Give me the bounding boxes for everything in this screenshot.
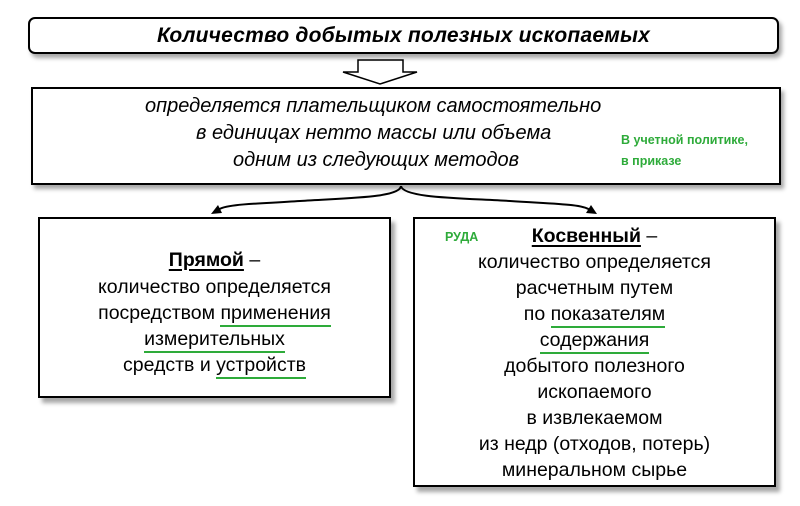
indirect-method-line-1: количество определяется [478, 251, 711, 273]
indirect-method-line-3-text: по [523, 303, 551, 325]
direct-method-line-2-underlined: применения [220, 302, 330, 327]
indirect-method-line-9: минеральном сырье [501, 459, 688, 481]
direct-method-dash: – [243, 249, 261, 271]
indirect-method-line-6: ископаемого [537, 381, 652, 403]
diagram-title: Количество добытых полезных ископаемых [157, 23, 650, 47]
branch-left-connector [218, 186, 401, 210]
definition-line-1: определяется плательщиком самостоятельно [145, 95, 602, 117]
indirect-method-line-7: в извлекаемом [526, 407, 663, 429]
indirect-method-heading [415, 224, 774, 248]
indirect-method-box [413, 217, 776, 487]
indirect-method-line-3 [415, 302, 774, 326]
indirect-method-note: РУДА [445, 230, 479, 244]
indirect-method-line-5: добытого полезного [504, 355, 685, 377]
direct-method-line-3 [40, 327, 389, 351]
definition-box [31, 87, 781, 185]
down-arrow-icon [343, 60, 417, 84]
direct-method-line-2 [40, 301, 389, 325]
direct-method-line-4-text: средств и [122, 354, 217, 376]
direct-method-title: Прямой [168, 249, 244, 271]
direct-method-line-1: количество определяется [98, 276, 331, 298]
direct-method-line-4-underlined: устройств [216, 354, 306, 379]
title-box [28, 17, 779, 54]
definition-line-2: в единицах нетто массы или объема [196, 122, 552, 144]
indirect-method-line-2: расчетным путем [515, 277, 674, 299]
direct-method-line-2-text: посредством [98, 302, 221, 324]
indirect-method-line-8: из недр (отходов, потерь) [478, 433, 711, 455]
branch-right-connector [401, 186, 590, 210]
indirect-method-line-3-underlined: показателям [551, 303, 666, 328]
direct-method-line-4 [40, 353, 389, 377]
definition-line-3: одним из следующих методов [233, 149, 520, 171]
direct-method-line-3-underlined: измерительных [144, 328, 285, 353]
indirect-method-title: Косвенный [531, 225, 641, 247]
indirect-method-line-4 [415, 328, 774, 352]
direct-method-box [38, 217, 391, 398]
definition-note-line-1: В учетной политике, [621, 133, 748, 147]
definition-note-line-2: в приказе [621, 154, 682, 168]
indirect-method-line-4-underlined: содержания [540, 329, 650, 354]
direct-method-heading [40, 248, 389, 272]
indirect-method-dash: – [640, 225, 658, 247]
